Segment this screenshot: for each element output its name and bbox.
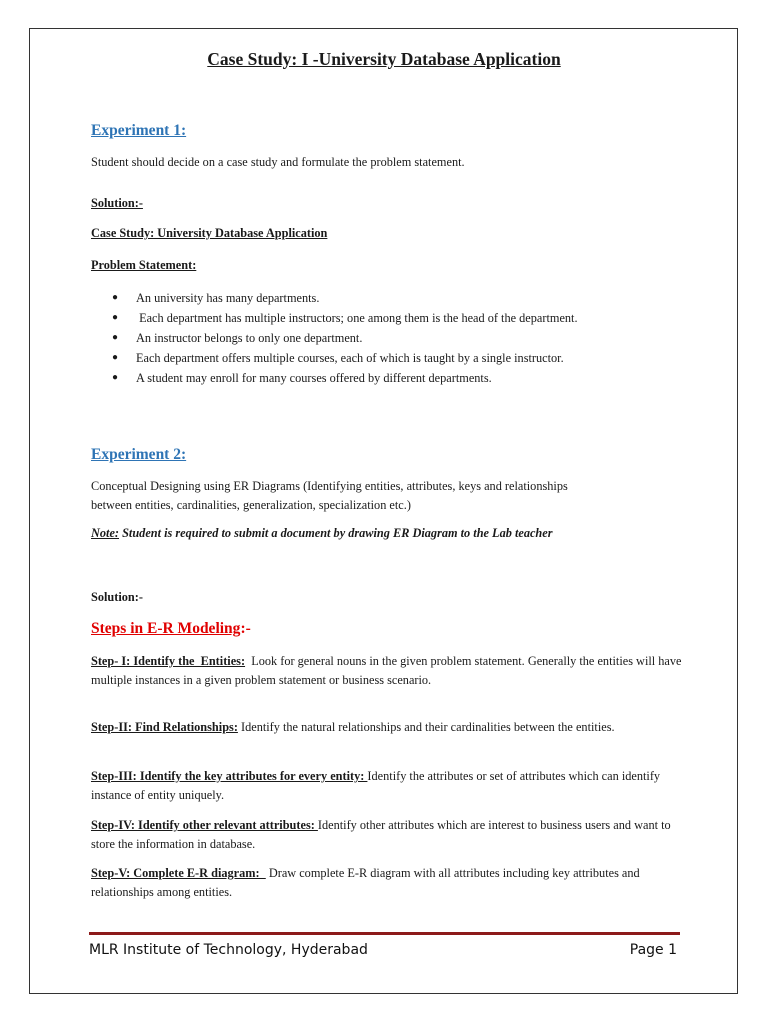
step-text: Look for general nouns in the given problem statement. Generally the entities will have multiple instances in a given problem statement or business scenario.: [91, 654, 685, 687]
problem-statement-list: [112, 288, 578, 388]
step-4: [91, 816, 691, 854]
bullet-icon: ●: [112, 312, 119, 323]
steps-heading-suffix: :-: [240, 620, 251, 637]
note: [91, 526, 553, 541]
solution-label-2: Solution:-: [91, 590, 143, 604]
list-item-text: Each department offers multiple courses, each of which is taught by a single instructor.: [136, 351, 564, 365]
step-text: Identify the attributes or set of attributes which can identify instance of entity uniquely.: [91, 769, 661, 802]
note-text: Student is required to submit a document by drawing ER Diagram to the Lab teacher: [119, 526, 553, 540]
footer-page-number: Page 1: [629, 942, 677, 958]
step-text: Identify the natural relationships and their cardinalities between the entities.: [237, 720, 615, 734]
experiment-1-heading: Experiment 1:: [91, 122, 187, 139]
list-item: [112, 328, 578, 348]
step-label: Step-IV: Identify other relevant attributes:: [91, 818, 318, 832]
step-text: Draw complete E-R diagram with all attributes including key attributes and relationships among entities.: [91, 866, 643, 899]
steps-heading: [91, 620, 251, 638]
step-label: Step-III: Identify the key attributes for every entity:: [91, 769, 368, 783]
step-3: [91, 767, 691, 805]
step-1: [91, 652, 691, 690]
step-text: Identify other attributes which are interest to business users and want to store the information in database.: [91, 818, 671, 851]
bullet-icon: ●: [112, 292, 119, 303]
experiment-2-description-line-2: between entities, cardinalities, generalization, specialization etc.): [91, 498, 411, 512]
note-label: Note:: [91, 526, 119, 540]
bullet-icon: ●: [112, 332, 119, 343]
case-study-label: Case Study: University Database Application: [91, 226, 328, 240]
step-label: Step-II: Find Relationships:: [91, 720, 238, 734]
list-item-text: An instructor belongs to only one department.: [136, 331, 363, 345]
solution-label-1: Solution:-: [91, 196, 143, 210]
bullet-icon: ●: [112, 352, 119, 363]
experiment-1-description: Student should decide on a case study and formulate the problem statement.: [91, 155, 465, 169]
list-item: [112, 288, 578, 308]
experiment-2-description-line-1: Conceptual Designing using ER Diagrams (Identifying entities, attributes, keys and relationships: [91, 479, 568, 493]
steps-heading-label: Steps in E-R Modeling: [91, 620, 241, 637]
experiment-2-heading: Experiment 2:: [91, 446, 187, 463]
footer-institute: MLR Institute of Technology, Hyderabad: [89, 942, 368, 958]
step-label: Step-V: Complete E-R diagram:: [91, 866, 266, 880]
step-2: [91, 718, 691, 737]
bullet-icon: ●: [112, 372, 119, 383]
list-item-text: An university has many departments.: [136, 291, 320, 305]
document-title: Case Study: I -University Database Application: [207, 49, 561, 69]
list-item-text: A student may enroll for many courses offered by different departments.: [136, 371, 492, 385]
footer-rule: [89, 932, 680, 935]
problem-statement-label: Problem Statement:: [91, 258, 197, 272]
list-item: [112, 368, 578, 388]
list-item: [112, 308, 578, 328]
step-5: [91, 864, 691, 902]
list-item: [112, 348, 578, 368]
step-label: Step- I: Identify the Entities:: [91, 654, 246, 668]
list-item-text: Each department has multiple instructors; one among them is the head of the department.: [136, 311, 578, 325]
